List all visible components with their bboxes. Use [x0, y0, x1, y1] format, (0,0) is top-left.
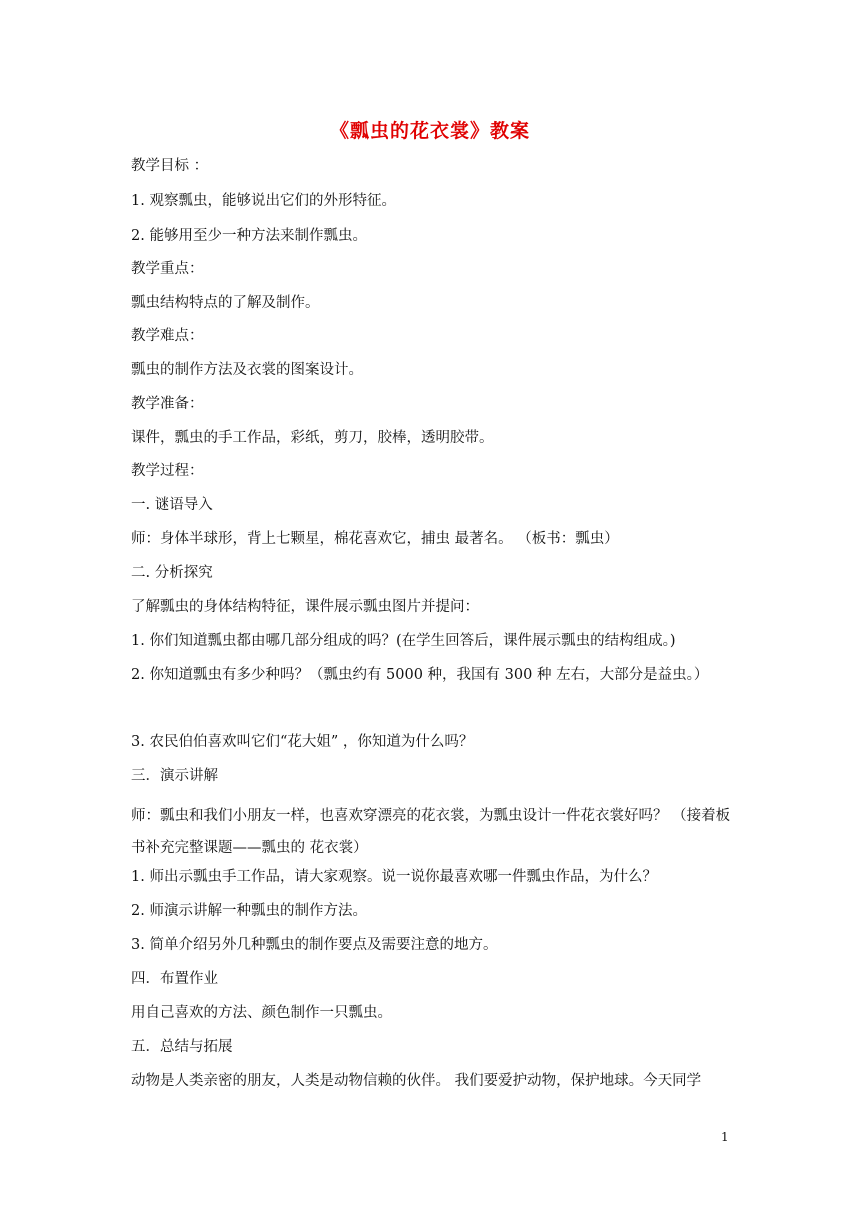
step-heading-3: 三．演示讲解 [131, 768, 218, 784]
step-heading-1: 一. 谜语导入 [131, 497, 213, 513]
section-heading-process: 教学过程： [131, 463, 204, 479]
summary-text: 动物是人类亲密的朋友，人类是动物信赖的伙伴。 我们要爱护动物，保护地球。今天同学 [131, 1073, 702, 1089]
demo-step-2: 2. 师演示讲解一种瓢虫的制作方法。 [131, 903, 367, 919]
step-heading-5: 五．总结与拓展 [131, 1039, 233, 1055]
page-number: 1 [721, 1130, 729, 1144]
step-heading-2: 二. 分析探究 [131, 565, 213, 581]
goal-item-2: 2. 能够用至少一种方法来制作瓢虫。 [131, 228, 367, 244]
section-heading-preparation: 教学准备： [131, 396, 204, 412]
demo-step-3: 3. 简单介绍另外几种瓢虫的制作要点及需要注意的地方。 [131, 937, 498, 953]
analysis-intro: 了解瓢虫的身体结构特征，课件展示瓢虫图片并提问： [131, 599, 479, 615]
demo-intro: 师：瓢虫和我们小朋友一样，也喜欢穿漂亮的花衣裳，为瓢虫设计一件花衣裳好吗？ （接着板书补充完整课题——瓢虫的 花衣裳） [131, 808, 731, 856]
riddle-text: 师：身体半球形，背上七颗星，棉花喜欢它，捕虫 最著名。 （板书：瓢虫） [131, 531, 619, 547]
section-heading-difficulties: 教学难点： [131, 328, 204, 344]
analysis-question-2: 2. 你知道瓢虫有多少种吗？（瓢虫约有 5000 种，我国有 300 种 左右，大部分是益虫。） [131, 667, 709, 683]
step-heading-4: 四．布置作业 [131, 971, 218, 987]
section-heading-goals: 教学目标 ： [131, 158, 209, 174]
analysis-question-3: 3. 农民伯伯喜欢叫它们“花大姐” ，你知道为什么吗？ [131, 734, 474, 750]
goal-item-1: 1. 观察瓢虫，能够说出它们的外形特征。 [131, 193, 396, 209]
document-title: 《瓢虫的花衣裳》教案 [329, 120, 530, 142]
demo-step-1: 1. 师出示瓢虫手工作品，请大家观察。说一说你最喜欢哪一件瓢虫作品，为什么？ [131, 869, 657, 885]
analysis-question-1: 1. 你们知道瓢虫都由哪几部分组成的吗？(在学生回答后，课件展示瓢虫的结构组成。) [131, 633, 676, 649]
key-points-text: 瓢虫结构特点的了解及制作。 [131, 295, 320, 311]
section-heading-key-points: 教学重点： [131, 261, 204, 277]
preparation-text: 课件，瓢虫的手工作品，彩纸，剪刀，胶棒，透明胶带。 [131, 430, 494, 446]
homework-text: 用自己喜欢的方法、颜色制作一只瓢虫。 [131, 1005, 392, 1021]
difficulties-text: 瓢虫的制作方法及衣裳的图案设计。 [131, 362, 363, 378]
